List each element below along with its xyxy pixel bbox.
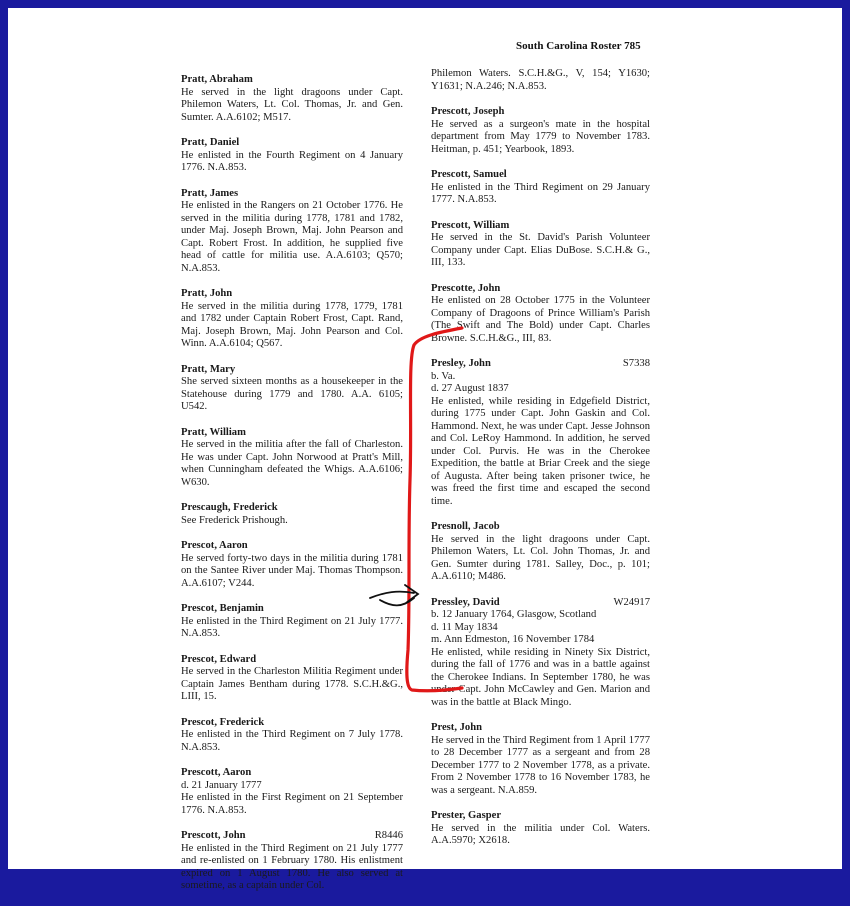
entry-heading bbox=[181, 188, 403, 201]
left-column bbox=[181, 74, 403, 906]
entry-heading bbox=[431, 220, 650, 233]
entry-body: He enlisted, while residing in Ninety Six District, during the fall of 1776 and was in a battle against the Cherokee Indians. In September 1780, he was under Capt. John McCawley and Gen. Marion and was in the battle at Black Mingo. bbox=[431, 646, 650, 708]
vital-line: m. Ann Edmeston, 16 November 1784 bbox=[431, 634, 595, 645]
entry-name: Prescaugh, Frederick bbox=[181, 502, 278, 513]
pension-ref: R8446 bbox=[374, 830, 403, 841]
entry-body: He served in the St. David's Parish Volunteer Company under Capt. Elias DuBose. S.C.H.& G., III, 133. bbox=[431, 232, 650, 268]
entry-name: Presnoll, Jacob bbox=[431, 521, 500, 532]
entry-heading bbox=[431, 810, 650, 823]
entry-name: Prest, John bbox=[431, 722, 483, 733]
entry-name: Prescott, Joseph bbox=[431, 106, 505, 117]
roster-entry bbox=[181, 427, 403, 490]
entry-name: Prescott, William bbox=[431, 219, 510, 231]
entry-name: Prescott, Aaron bbox=[181, 767, 252, 778]
roster-entry bbox=[431, 283, 650, 346]
roster-entry bbox=[431, 220, 650, 270]
entry-name: Pressley, David bbox=[431, 596, 500, 608]
roster-entry bbox=[181, 767, 403, 817]
entry-name: Prescot, Aaron bbox=[181, 540, 248, 551]
entry-body: He enlisted in the Rangers on 21 October 1776. He served in the militia during 1778, 1781 and 1782, under Maj. Joseph Brown, Maj. John Pearson and Capt. Robert Frost. In addition, he supplied five head of cattle for militia use. A.A.6103; Q570; N.A.853. bbox=[181, 200, 403, 274]
entry-body: See Frederick Prishough. bbox=[181, 514, 288, 526]
entry-heading bbox=[181, 74, 403, 87]
roster-entry bbox=[181, 540, 403, 590]
roster-entry bbox=[431, 521, 650, 584]
entry-heading bbox=[431, 358, 650, 371]
entry-heading bbox=[181, 717, 403, 730]
vital-line: d. 11 May 1834 bbox=[431, 621, 498, 633]
entry-body: He served in the militia during 1778, 1779, 1781 and 1782 under Captain Robert Frost, Capt. Rand, Maj. Joseph Brown, Maj. John Pearson and Col. Winn. A.A.6104; Q567. bbox=[181, 300, 403, 349]
entry-body: He served forty-two days in the militia during 1781 on the Santee River under Maj. Thomas Thompson. A.A.6107; V244. bbox=[181, 552, 403, 589]
entry-name: Prescot, Frederick bbox=[181, 716, 265, 728]
entry-body: He enlisted, while residing in Edgefield District, during 1775 under Capt. John Gaskin and Col. Hammond. Next, he was under Capt. Jesse Johnson and Col. LeRoy Hammond. In addition, he served under Col. Purvis. He was in the Cherokee Expedition, the battle at Briar Creek and the siege of Augusta. After being taken prisoner twice, he was freed the first time and escaped the second time. bbox=[431, 395, 650, 507]
entry-heading bbox=[181, 427, 403, 440]
entry-heading bbox=[181, 137, 403, 150]
entry-name: Presley, John bbox=[431, 358, 491, 369]
vital-line: d. 27 August 1837 bbox=[431, 383, 509, 394]
entry-name: Pratt, Abraham bbox=[181, 74, 253, 85]
entry-body: He served in the Charleston Militia Regiment under Captain James Bentham during 1778. S.C.H.&G., LIII, 15. bbox=[181, 666, 403, 702]
entry-heading bbox=[181, 654, 403, 667]
entry-name: Prescott, Samuel bbox=[431, 169, 507, 180]
roster-entry bbox=[431, 722, 650, 797]
entry-name: Prescott, John bbox=[181, 830, 246, 841]
entry-body: He enlisted in the Third Regiment on 29 January 1777. N.A.853. bbox=[431, 181, 650, 205]
pension-ref: W24917 bbox=[613, 596, 650, 608]
entry-body: She served sixteen months as a housekeeper in the Statehouse during 1779 and 1780. A.A. 6105; U542. bbox=[181, 376, 403, 412]
roster-entry bbox=[431, 358, 650, 508]
entry-heading bbox=[431, 597, 650, 610]
entry-body: He enlisted in the Fourth Regiment on 4 January 1776. N.A.853. bbox=[181, 149, 403, 173]
roster-entry bbox=[431, 169, 650, 207]
entry-heading bbox=[431, 169, 650, 182]
roster-entry bbox=[431, 68, 650, 93]
entry-heading bbox=[181, 502, 403, 515]
entry-name: Prescot, Benjamin bbox=[181, 603, 264, 614]
vital-line: b. 12 January 1764, Glasgow, Scotland bbox=[431, 609, 597, 620]
roster-entry bbox=[431, 597, 650, 710]
running-header: South Carolina Roster 785 bbox=[516, 40, 641, 52]
entry-name: Pratt, John bbox=[181, 288, 233, 299]
roster-entry bbox=[181, 137, 403, 175]
roster-entry bbox=[431, 106, 650, 156]
roster-entry bbox=[181, 364, 403, 414]
vital-line: d. 21 January 1777 bbox=[181, 779, 262, 791]
entry-heading bbox=[181, 288, 403, 301]
entry-heading bbox=[431, 521, 650, 534]
entry-body: He served in the militia under Col. Waters. A.A.5970; X2618. bbox=[431, 822, 650, 846]
entry-name: Pratt, Mary bbox=[181, 363, 236, 375]
entry-name: Prester, Gasper bbox=[431, 810, 502, 821]
roster-entry bbox=[181, 188, 403, 276]
entry-heading bbox=[431, 283, 650, 296]
entry-body: He enlisted on 28 October 1775 in the Volunteer Company of Dragoons of Prince William's Parish (The Swift and The Bold) under Capt. Charles Browne. S.C.H.&G., III, 83. bbox=[431, 295, 650, 344]
roster-entry bbox=[181, 288, 403, 351]
entry-body: He enlisted in the First Regiment on 21 September 1776. N.A.853. bbox=[181, 792, 403, 816]
entry-body: He enlisted in the Third Regiment on 21 July 1777 and re-enlisted on 1 February 1780. His enlistment expired on 1 August 1780. He also served at sometime, as a captain under Col. bbox=[181, 842, 403, 891]
entry-name: Pratt, James bbox=[181, 187, 239, 199]
roster-entry bbox=[181, 74, 403, 124]
roster-entry bbox=[181, 654, 403, 704]
entry-heading bbox=[181, 767, 403, 780]
entry-body: Philemon Waters. S.C.H.&G., V, 154; Y1630; Y1631; N.A.246; N.A.853. bbox=[431, 68, 650, 92]
roster-entry bbox=[431, 810, 650, 848]
roster-entry bbox=[181, 717, 403, 755]
right-column bbox=[431, 68, 650, 861]
entry-body: He served in the light dragoons under Capt. Philemon Waters, Lt. Col. Thomas, Jr. and Gen. Sumter. A.A.6102; M517. bbox=[181, 86, 403, 123]
roster-entry bbox=[181, 603, 403, 641]
pension-ref: S7338 bbox=[622, 358, 650, 369]
entry-body: He enlisted in the Third Regiment on 21 July 1777. N.A.853. bbox=[181, 615, 403, 639]
entry-name: Prescotte, John bbox=[431, 282, 501, 294]
vital-line: b. Va. bbox=[431, 370, 456, 382]
entry-name: Pratt, William bbox=[181, 426, 246, 438]
roster-entry bbox=[181, 830, 403, 893]
entry-heading bbox=[431, 722, 650, 735]
entry-heading bbox=[181, 364, 403, 377]
entry-body: He served in the militia after the fall of Charleston. He was under Capt. John Norwood at Pratt's Mill, when Cunningham defeated the Whigs. A.A.6106; W630. bbox=[181, 439, 403, 488]
entry-body: He served in the light dragoons under Capt. Philemon Waters, Lt. Col. John Thomas, Jr. and Gen. Sumter during 1781. Salley, Doc., p. 101; A.A.6110; M486. bbox=[431, 533, 650, 582]
entry-name: Pratt, Daniel bbox=[181, 137, 240, 148]
entry-heading bbox=[431, 106, 650, 119]
entry-heading bbox=[181, 540, 403, 553]
entry-body: He served as a surgeon's mate in the hospital department from May 1779 to November 1783. Heitman, p. 451; Yearbook, 1893. bbox=[431, 118, 650, 155]
roster-entry bbox=[181, 502, 403, 527]
entry-heading bbox=[181, 603, 403, 616]
entry-body: He served in the Third Regiment from 1 April 1777 to 28 December 1777 as a sergeant and from 28 December 1777 to 2 November 1778, as a private. From 2 November 1778 to 16 November 1783, he was a sergeant. N.A.859. bbox=[431, 734, 650, 796]
entry-body: He enlisted in the Third Regiment on 7 July 1778. N.A.853. bbox=[181, 729, 403, 753]
entry-name: Prescot, Edward bbox=[181, 653, 257, 665]
entry-heading bbox=[181, 830, 403, 843]
